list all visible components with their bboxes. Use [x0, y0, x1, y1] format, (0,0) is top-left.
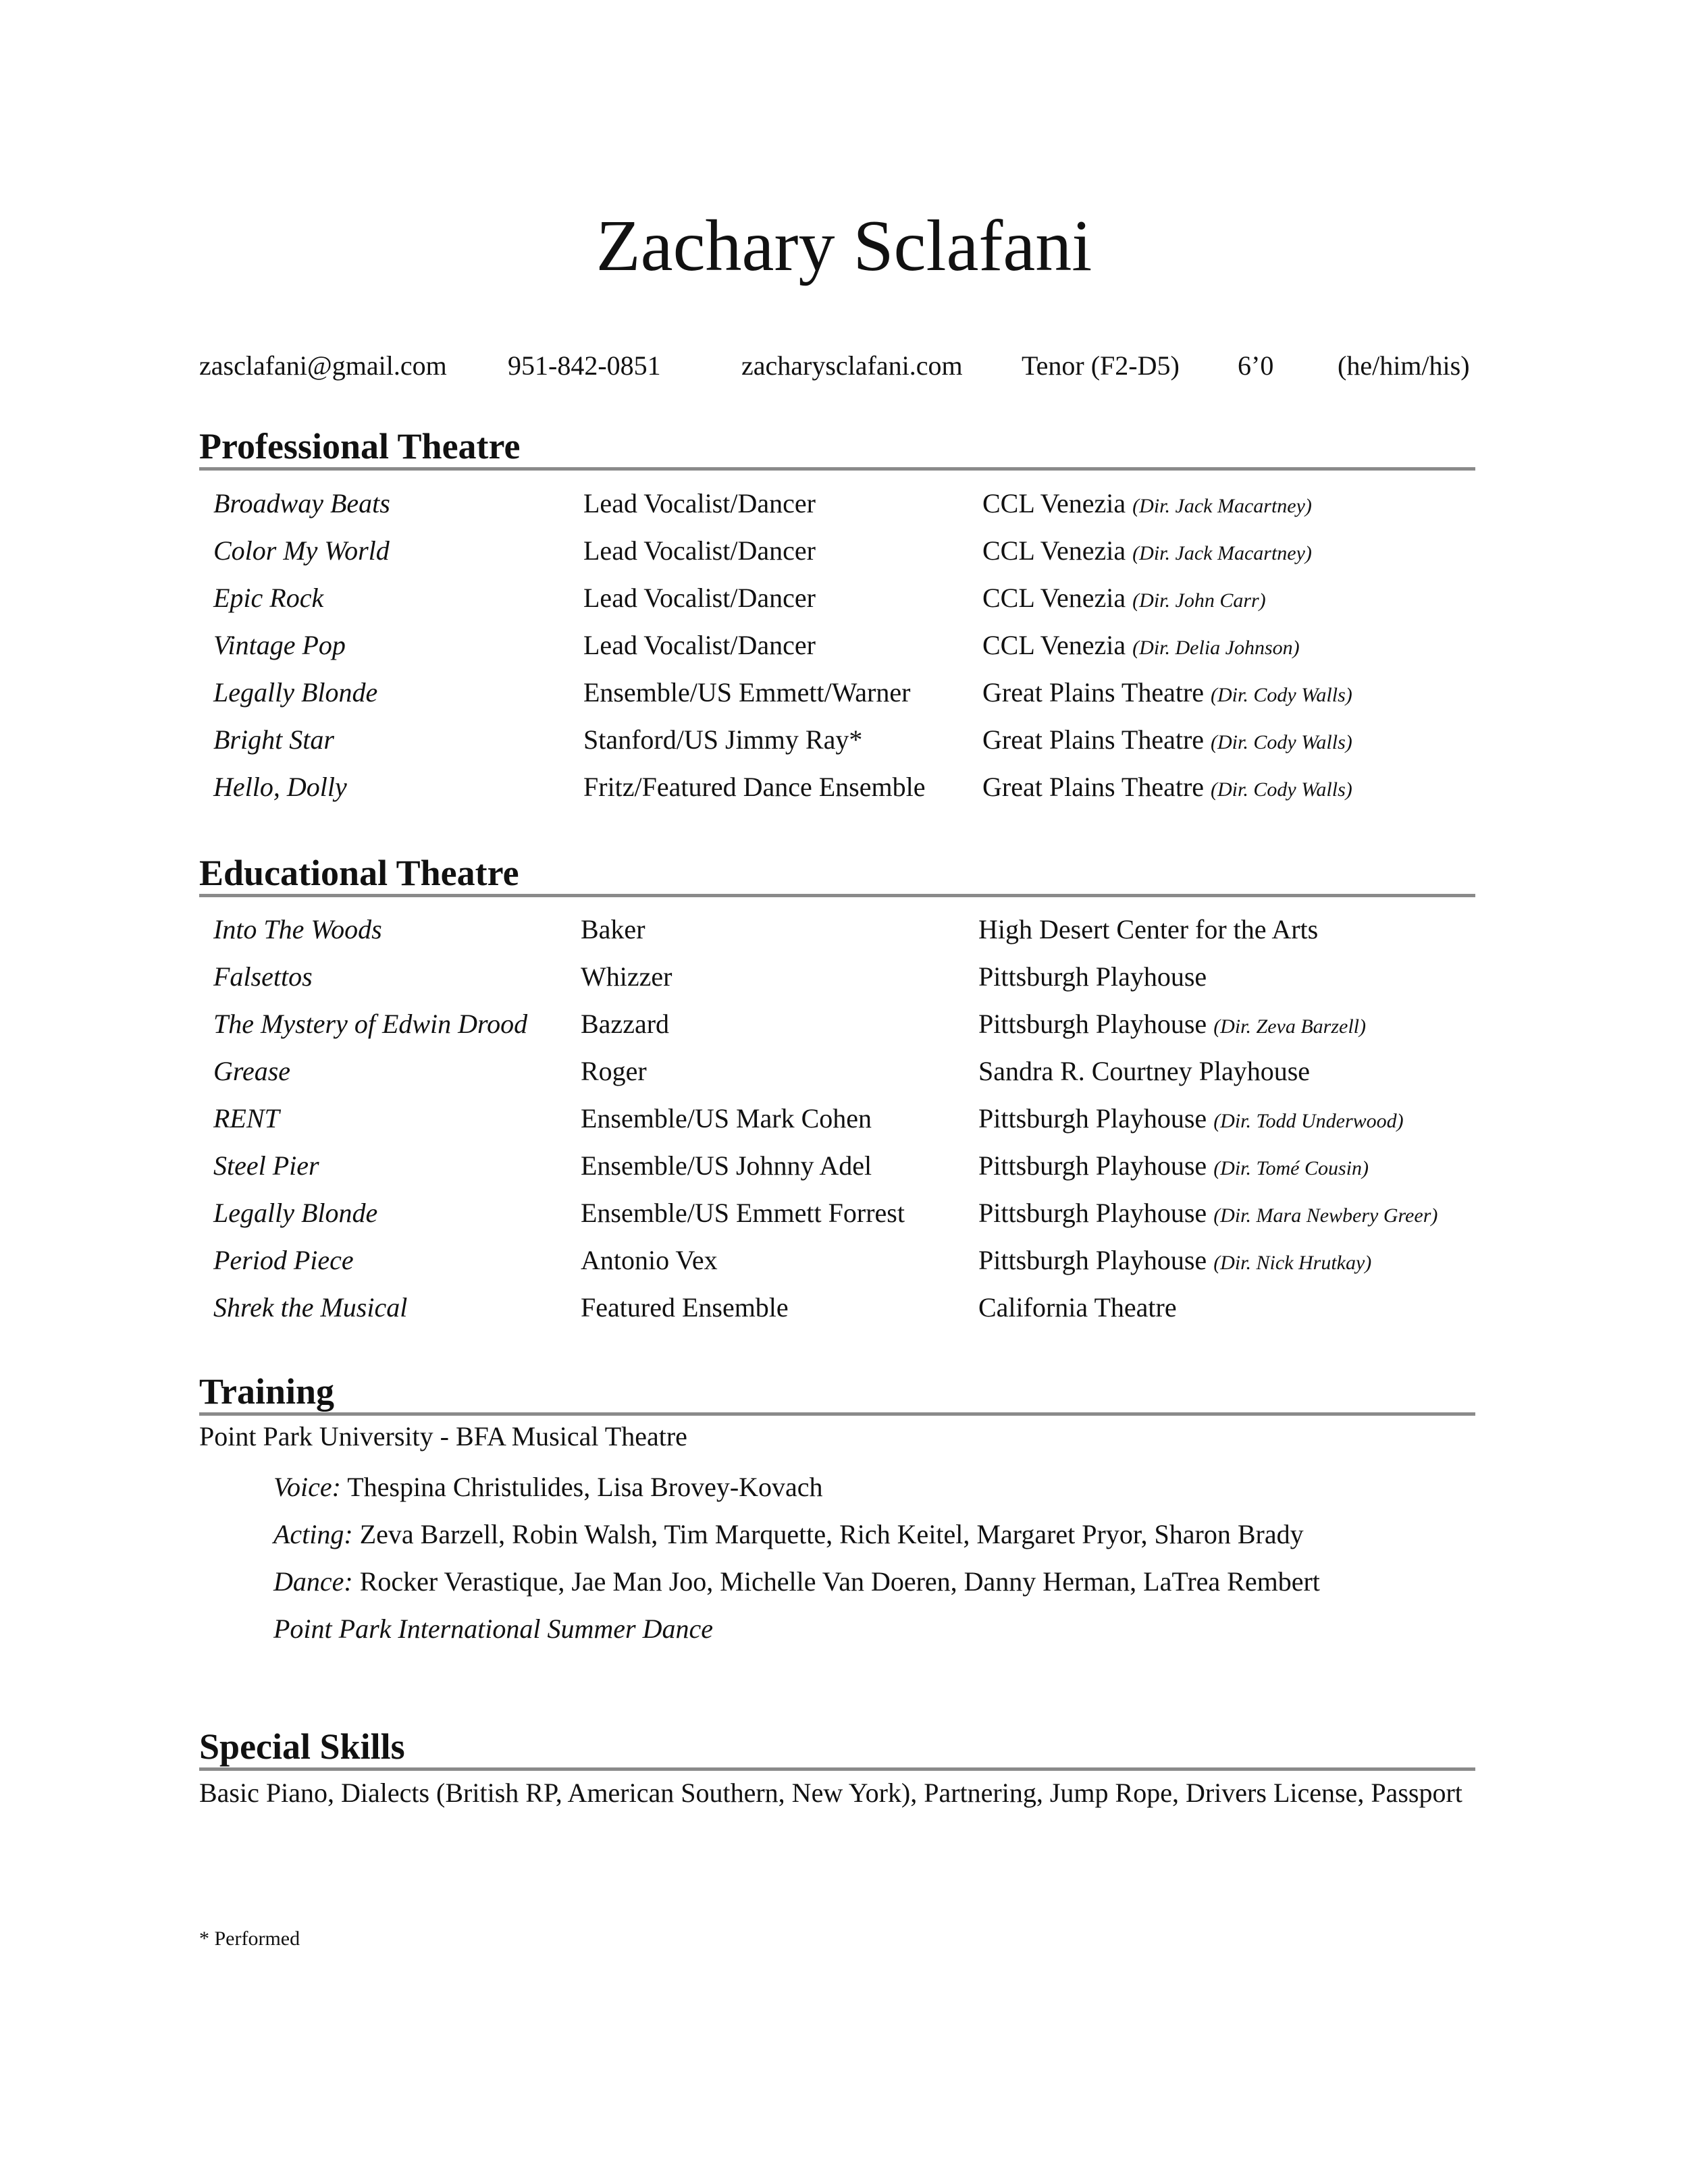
- credit-venue: [982, 622, 1300, 672]
- contact-pronouns: (he/him/his): [1338, 350, 1470, 381]
- credit-venue-name: Pittsburgh Playhouse: [978, 1103, 1207, 1134]
- credit-row: [0, 575, 1688, 622]
- credit-show: Color My World: [213, 535, 390, 566]
- credit-show: Legally Blonde: [213, 677, 378, 708]
- credit-row: [0, 527, 1688, 575]
- credit-row: [0, 480, 1688, 527]
- training-dance-teachers: Rocker Verastique, Jae Man Joo, Michelle Van Doeren, Danny Herman, LaTrea Rembert: [359, 1566, 1320, 1597]
- credit-director: (Dir. Jack Macartney): [1132, 495, 1312, 517]
- resume-name: Zachary Sclafani: [596, 206, 1092, 286]
- credit-venue-name: Pittsburgh Playhouse: [978, 961, 1207, 992]
- credit-show: Period Piece: [213, 1245, 354, 1275]
- credit-venue: [982, 669, 1352, 719]
- credit-director: (Dir. Cody Walls): [1211, 778, 1352, 801]
- training-details: [273, 1464, 1320, 1653]
- credit-venue: [978, 1284, 1184, 1334]
- credit-venue-name: CCL Venezia: [982, 488, 1126, 518]
- credit-show: Steel Pier: [213, 1150, 319, 1181]
- section-heading-professional: Professional Theatre: [199, 425, 1475, 471]
- credit-role: Bazzard: [581, 1009, 670, 1039]
- credit-venue-name: Great Plains Theatre: [982, 677, 1205, 708]
- credit-row: [0, 906, 1688, 953]
- credit-venue-name: Pittsburgh Playhouse: [978, 1245, 1207, 1275]
- credit-venue: [978, 953, 1213, 1003]
- credit-venue: [982, 480, 1312, 530]
- special-skills-text: Basic Piano, Dialects (British RP, American Southern, New York), Partnering, Jump Rope, Drivers License, Passport: [199, 1778, 1462, 1808]
- credit-venue-name: Pittsburgh Playhouse: [978, 1009, 1207, 1039]
- credit-venue-name: High Desert Center for the Arts: [978, 914, 1319, 944]
- credit-venue: [978, 1001, 1366, 1050]
- training-school: Point Park University - BFA Musical Theatre: [199, 1421, 687, 1451]
- credit-director: (Dir. John Carr): [1132, 589, 1266, 612]
- credit-role: Whizzer: [581, 961, 672, 992]
- credit-venue: [978, 906, 1325, 956]
- credit-show: Epic Rock: [213, 583, 324, 613]
- contact-height: 6’0: [1238, 350, 1274, 381]
- credit-role: Baker: [581, 914, 645, 944]
- credit-venue-name: Great Plains Theatre: [982, 772, 1205, 802]
- training-acting-teachers: Zeva Barzell, Robin Walsh, Tim Marquette, Rich Keitel, Margaret Pryor, Sharon Brady: [359, 1519, 1304, 1549]
- credit-director: (Dir. Mara Newbery Greer): [1213, 1204, 1438, 1227]
- training-voice-teachers: Thespina Christulides, Lisa Brovey-Kovach: [347, 1472, 823, 1502]
- credit-row: [0, 1142, 1688, 1190]
- credit-venue-name: CCL Venezia: [982, 535, 1126, 566]
- contact-line: [0, 346, 1688, 386]
- credit-director: (Dir. Zeva Barzell): [1213, 1015, 1366, 1038]
- credit-row: [0, 1048, 1688, 1095]
- training-voice: [273, 1464, 1320, 1511]
- credit-row: [0, 764, 1688, 811]
- credit-row: [0, 669, 1688, 716]
- credit-director: (Dir. Cody Walls): [1211, 731, 1352, 753]
- credit-venue: [982, 764, 1352, 814]
- training-acting-label: Acting:: [273, 1519, 353, 1549]
- credit-row: [0, 953, 1688, 1001]
- credit-show: Grease: [213, 1056, 291, 1086]
- credit-venue: [978, 1095, 1404, 1145]
- credit-show: RENT: [213, 1103, 280, 1134]
- credit-role: Stanford/US Jimmy Ray*: [583, 724, 863, 755]
- credit-venue-name: Great Plains Theatre: [982, 724, 1205, 755]
- training-voice-label: Voice:: [273, 1472, 341, 1502]
- credit-role: Lead Vocalist/Dancer: [583, 583, 816, 613]
- credit-venue: [978, 1048, 1317, 1098]
- professional-credits: [0, 480, 1688, 811]
- training-dance-label: Dance:: [273, 1566, 353, 1597]
- credit-show: Bright Star: [213, 724, 334, 755]
- credit-show: Hello, Dolly: [213, 772, 347, 802]
- training-dance: [273, 1558, 1320, 1605]
- section-heading-training: Training: [199, 1370, 1475, 1416]
- credit-director: (Dir. Delia Johnson): [1132, 637, 1300, 659]
- credit-row: [0, 1190, 1688, 1237]
- credit-venue: [982, 575, 1266, 624]
- credit-role: Ensemble/US Emmett Forrest: [581, 1198, 905, 1228]
- credit-venue-name: Pittsburgh Playhouse: [978, 1150, 1207, 1181]
- credit-row: [0, 716, 1688, 764]
- credit-director: (Dir. Cody Walls): [1211, 684, 1352, 706]
- credit-role: Ensemble/US Johnny Adel: [581, 1150, 872, 1181]
- credit-row: [0, 1284, 1688, 1331]
- credit-venue: [982, 716, 1352, 766]
- credit-show: Legally Blonde: [213, 1198, 378, 1228]
- credit-role: Ensemble/US Emmett/Warner: [583, 677, 911, 708]
- credit-role: Ensemble/US Mark Cohen: [581, 1103, 872, 1134]
- credit-role: Roger: [581, 1056, 647, 1086]
- credit-venue-name: Sandra R. Courtney Playhouse: [978, 1056, 1311, 1086]
- contact-phone: 951-842-0851: [508, 350, 661, 381]
- contact-email[interactable]: zasclafani@gmail.com: [199, 350, 447, 381]
- educational-credits: [0, 906, 1688, 1331]
- training-summer-program: Point Park International Summer Dance: [273, 1614, 713, 1644]
- credit-director: (Dir. Jack Macartney): [1132, 542, 1312, 564]
- credit-role: Lead Vocalist/Dancer: [583, 535, 816, 566]
- credit-venue-name: Pittsburgh Playhouse: [978, 1198, 1207, 1228]
- credit-role: Fritz/Featured Dance Ensemble: [583, 772, 926, 802]
- credit-row: [0, 622, 1688, 669]
- credit-venue-name: CCL Venezia: [982, 583, 1126, 613]
- credit-director: (Dir. Todd Underwood): [1213, 1110, 1404, 1132]
- credit-role: Featured Ensemble: [581, 1292, 789, 1323]
- credit-director: (Dir. Tomé Cousin): [1213, 1157, 1369, 1179]
- credit-show: The Mystery of Edwin Drood: [213, 1009, 528, 1039]
- credit-venue-name: CCL Venezia: [982, 630, 1126, 660]
- contact-website[interactable]: zacharysclafani.com: [741, 350, 963, 381]
- credit-show: Vintage Pop: [213, 630, 346, 660]
- credit-venue: [978, 1190, 1438, 1240]
- credit-role: Lead Vocalist/Dancer: [583, 630, 816, 660]
- section-heading-skills: Special Skills: [199, 1726, 1475, 1771]
- credit-role: Antonio Vex: [581, 1245, 718, 1275]
- credit-row: [0, 1001, 1688, 1048]
- credit-venue-name: California Theatre: [978, 1292, 1177, 1323]
- credit-row: [0, 1095, 1688, 1142]
- training-acting: [273, 1511, 1320, 1558]
- credit-venue: [978, 1237, 1371, 1287]
- credit-row: [0, 1237, 1688, 1284]
- credit-venue: [982, 527, 1312, 577]
- credit-show: Broadway Beats: [213, 488, 390, 518]
- credit-show: Into The Woods: [213, 914, 382, 944]
- credit-venue: [978, 1142, 1369, 1192]
- contact-voice-type: Tenor (F2-D5): [1022, 350, 1180, 381]
- footnote: * Performed: [199, 1927, 300, 1950]
- credit-role: Lead Vocalist/Dancer: [583, 488, 816, 518]
- credit-show: Falsettos: [213, 961, 313, 992]
- credit-director: (Dir. Nick Hrutkay): [1213, 1252, 1372, 1274]
- credit-show: Shrek the Musical: [213, 1292, 408, 1323]
- section-heading-educational: Educational Theatre: [199, 852, 1475, 897]
